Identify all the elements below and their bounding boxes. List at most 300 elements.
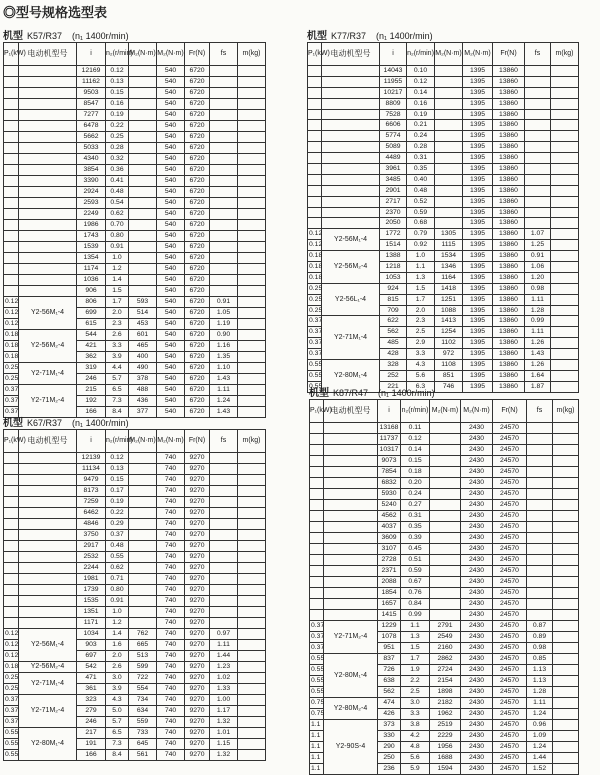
max-torque-cell: 1395 bbox=[463, 305, 493, 316]
max-torque-cell: 1395 bbox=[463, 240, 493, 251]
table-row bbox=[4, 66, 266, 77]
mass-cell bbox=[553, 687, 579, 698]
radial-load-cell: 6720 bbox=[185, 231, 210, 242]
output-speed-cell: 0.80 bbox=[106, 585, 129, 596]
radial-load-cell: 24570 bbox=[493, 643, 527, 654]
ratio-cell: 1535 bbox=[77, 596, 106, 607]
mass-cell bbox=[553, 764, 579, 775]
power-cell bbox=[4, 209, 19, 220]
ratio-cell: 2088 bbox=[378, 577, 401, 588]
service-factor-cell: 1.11 bbox=[525, 327, 551, 338]
power-cell bbox=[308, 66, 322, 77]
radial-load-cell: 6720 bbox=[185, 253, 210, 264]
motor-model-cell bbox=[19, 99, 77, 110]
service-factor-cell bbox=[525, 164, 551, 175]
table-row bbox=[310, 478, 579, 489]
motor-model-cell bbox=[322, 153, 380, 164]
power-cell: 1.1 bbox=[310, 753, 324, 764]
mass-cell bbox=[551, 131, 579, 142]
max-torque-cell: 540 bbox=[157, 363, 185, 374]
service-factor-cell bbox=[210, 77, 238, 88]
torque-cell bbox=[430, 610, 461, 621]
service-factor-cell: 1.52 bbox=[527, 764, 553, 775]
table-row bbox=[310, 698, 579, 709]
motor-model-cell bbox=[324, 478, 378, 489]
service-factor-cell bbox=[525, 120, 551, 131]
service-factor-cell: 1.11 bbox=[210, 385, 238, 396]
motor-model-cell bbox=[322, 185, 380, 196]
output-speed-cell: 0.25 bbox=[106, 132, 129, 143]
column-header: n₂(r/min) bbox=[106, 430, 129, 453]
output-speed-cell: 1.4 bbox=[106, 275, 129, 286]
table-row bbox=[4, 297, 266, 308]
service-factor-cell bbox=[525, 185, 551, 196]
mass-cell bbox=[238, 596, 266, 607]
torque-cell: 1164 bbox=[435, 272, 463, 283]
max-torque-cell: 2430 bbox=[461, 544, 493, 555]
table-row bbox=[308, 251, 579, 262]
table-k77-r37 bbox=[307, 30, 597, 393]
ratio-cell: 328 bbox=[380, 360, 407, 371]
torque-cell: 1115 bbox=[435, 240, 463, 251]
power-cell bbox=[4, 486, 19, 497]
torque-cell: 561 bbox=[129, 750, 157, 761]
ratio-cell: 2593 bbox=[77, 198, 106, 209]
motor-model-cell bbox=[19, 242, 77, 253]
service-factor-cell bbox=[210, 552, 238, 563]
table-row bbox=[4, 264, 266, 275]
service-factor-cell bbox=[527, 456, 553, 467]
table-title-label: 机型 bbox=[3, 418, 23, 429]
service-factor-cell bbox=[210, 497, 238, 508]
mass-cell bbox=[238, 563, 266, 574]
mass-cell bbox=[551, 142, 579, 153]
max-torque-cell: 2430 bbox=[461, 698, 493, 709]
max-torque-cell: 1395 bbox=[463, 142, 493, 153]
max-torque-cell: 2430 bbox=[461, 610, 493, 621]
output-speed-cell: 2.5 bbox=[401, 687, 430, 698]
radial-load-cell: 6720 bbox=[185, 99, 210, 110]
output-speed-cell: 0.48 bbox=[106, 541, 129, 552]
power-cell bbox=[310, 500, 324, 511]
max-torque-cell: 740 bbox=[157, 486, 185, 497]
max-torque-cell: 540 bbox=[157, 176, 185, 187]
output-speed-cell: 0.70 bbox=[106, 220, 129, 231]
mass-cell bbox=[238, 486, 266, 497]
table-title-label: 机型 bbox=[309, 388, 329, 399]
ratio-cell: 361 bbox=[77, 684, 106, 695]
radial-load-cell: 6720 bbox=[185, 187, 210, 198]
motor-model-cell bbox=[19, 286, 77, 297]
max-torque-cell: 540 bbox=[157, 110, 185, 121]
torque-cell bbox=[435, 66, 463, 77]
max-torque-cell: 1395 bbox=[463, 207, 493, 218]
service-factor-cell: 1.15 bbox=[210, 739, 238, 750]
mass-cell bbox=[238, 662, 266, 673]
max-torque-cell: 540 bbox=[157, 308, 185, 319]
ratio-cell: 544 bbox=[77, 330, 106, 341]
service-factor-cell bbox=[525, 174, 551, 185]
mass-cell bbox=[551, 262, 579, 273]
table-row bbox=[310, 588, 579, 599]
mass-cell bbox=[551, 153, 579, 164]
service-factor-cell bbox=[210, 154, 238, 165]
service-factor-cell: 1.87 bbox=[525, 381, 551, 392]
motor-model-cell: Y2-90S-4 bbox=[324, 720, 378, 775]
ratio-cell: 221 bbox=[380, 381, 407, 392]
power-cell: 0.18 bbox=[308, 272, 322, 283]
table-row bbox=[308, 218, 579, 229]
motor-model-cell bbox=[19, 154, 77, 165]
service-factor-cell bbox=[210, 143, 238, 154]
table-row bbox=[4, 695, 266, 706]
column-header: m(kg) bbox=[238, 43, 266, 66]
service-factor-cell bbox=[210, 99, 238, 110]
power-cell: 0.25 bbox=[308, 305, 322, 316]
service-factor-cell bbox=[210, 275, 238, 286]
service-factor-cell: 1.19 bbox=[210, 319, 238, 330]
table-row bbox=[310, 555, 579, 566]
mass-cell bbox=[551, 251, 579, 262]
max-torque-cell: 2430 bbox=[461, 522, 493, 533]
ratio-cell: 837 bbox=[378, 654, 401, 665]
ratio-cell: 1854 bbox=[378, 588, 401, 599]
radial-load-cell: 24570 bbox=[493, 456, 527, 467]
ratio-cell: 4846 bbox=[77, 519, 106, 530]
ratio-cell: 5240 bbox=[378, 500, 401, 511]
motor-model-cell bbox=[324, 434, 378, 445]
torque-cell: 488 bbox=[129, 385, 157, 396]
radial-load-cell: 13860 bbox=[493, 240, 525, 251]
max-torque-cell: 740 bbox=[157, 750, 185, 761]
mass-cell bbox=[238, 530, 266, 541]
max-torque-cell: 740 bbox=[157, 618, 185, 629]
mass-cell bbox=[238, 728, 266, 739]
torque-cell: 733 bbox=[129, 728, 157, 739]
column-header: M₂(N·m) bbox=[129, 430, 157, 453]
power-cell bbox=[4, 453, 19, 464]
service-factor-cell bbox=[527, 500, 553, 511]
motor-model-cell bbox=[322, 142, 380, 153]
motor-model-cell bbox=[19, 508, 77, 519]
mass-cell bbox=[238, 684, 266, 695]
table-row bbox=[310, 434, 579, 445]
motor-model-cell bbox=[322, 87, 380, 98]
power-cell bbox=[4, 519, 19, 530]
mass-cell bbox=[553, 478, 579, 489]
power-cell: 0.18 bbox=[4, 341, 19, 352]
power-cell: 0.25 bbox=[4, 673, 19, 684]
power-cell bbox=[310, 456, 324, 467]
header-row bbox=[4, 430, 266, 453]
power-cell bbox=[4, 154, 19, 165]
table-model: K77/R37 bbox=[331, 31, 367, 41]
motor-model-cell bbox=[324, 489, 378, 500]
motor-model-cell: Y2-71M₂-4 bbox=[19, 385, 77, 418]
service-factor-cell: 1.02 bbox=[210, 673, 238, 684]
torque-cell bbox=[129, 154, 157, 165]
motor-model-cell: Y2-56M₂-4 bbox=[19, 662, 77, 673]
motor-model-cell bbox=[19, 275, 77, 286]
column-header: m(kg) bbox=[238, 430, 266, 453]
power-cell bbox=[4, 264, 19, 275]
max-torque-cell: 1395 bbox=[463, 196, 493, 207]
radial-load-cell: 9270 bbox=[185, 640, 210, 651]
ratio-cell: 1354 bbox=[77, 253, 106, 264]
torque-cell: 1108 bbox=[435, 360, 463, 371]
output-speed-cell: 2.0 bbox=[106, 651, 129, 662]
power-cell bbox=[4, 143, 19, 154]
radial-load-cell: 24570 bbox=[493, 731, 527, 742]
torque-cell bbox=[129, 574, 157, 585]
ratio-cell: 5662 bbox=[77, 132, 106, 143]
power-cell: 1.1 bbox=[310, 720, 324, 731]
output-speed-cell: 0.91 bbox=[106, 242, 129, 253]
service-factor-cell bbox=[210, 165, 238, 176]
service-factor-cell bbox=[527, 599, 553, 610]
ratio-cell: 2371 bbox=[378, 566, 401, 577]
motor-model-cell bbox=[19, 209, 77, 220]
mass-cell bbox=[551, 272, 579, 283]
ratio-cell: 951 bbox=[378, 643, 401, 654]
max-torque-cell: 2430 bbox=[461, 709, 493, 720]
service-factor-cell: 0.96 bbox=[527, 720, 553, 731]
radial-load-cell: 9270 bbox=[185, 574, 210, 585]
power-cell: 0.25 bbox=[308, 294, 322, 305]
torque-cell bbox=[129, 286, 157, 297]
motor-model-cell bbox=[324, 423, 378, 434]
max-torque-cell: 740 bbox=[157, 508, 185, 519]
max-torque-cell: 540 bbox=[157, 286, 185, 297]
power-cell: 0.55 bbox=[4, 728, 19, 739]
radial-load-cell: 13860 bbox=[493, 76, 525, 87]
torque-cell: 734 bbox=[129, 695, 157, 706]
max-torque-cell: 1395 bbox=[463, 262, 493, 273]
output-speed-cell: 0.40 bbox=[407, 174, 435, 185]
power-cell bbox=[310, 434, 324, 445]
table-row bbox=[310, 533, 579, 544]
ratio-cell: 9503 bbox=[77, 88, 106, 99]
torque-cell bbox=[430, 599, 461, 610]
radial-load-cell: 6720 bbox=[185, 88, 210, 99]
output-speed-cell: 4.3 bbox=[407, 360, 435, 371]
radial-load-cell: 13860 bbox=[493, 338, 525, 349]
torque-cell: 453 bbox=[129, 319, 157, 330]
table-row bbox=[308, 87, 579, 98]
mass-cell bbox=[238, 363, 266, 374]
torque-cell bbox=[435, 131, 463, 142]
radial-load-cell: 6720 bbox=[185, 363, 210, 374]
column-header: fs bbox=[210, 430, 238, 453]
torque-cell bbox=[435, 164, 463, 175]
max-torque-cell: 2430 bbox=[461, 467, 493, 478]
motor-model-cell bbox=[19, 563, 77, 574]
output-speed-cell: 4.4 bbox=[106, 363, 129, 374]
service-factor-cell bbox=[527, 577, 553, 588]
output-speed-cell: 4.8 bbox=[401, 742, 430, 753]
service-factor-cell: 1.32 bbox=[210, 750, 238, 761]
ratio-cell: 14043 bbox=[380, 66, 407, 77]
max-torque-cell: 540 bbox=[157, 253, 185, 264]
ratio-cell: 166 bbox=[77, 407, 106, 418]
radial-load-cell: 6720 bbox=[185, 77, 210, 88]
max-torque-cell: 740 bbox=[157, 475, 185, 486]
output-speed-cell: 5.0 bbox=[106, 706, 129, 717]
max-torque-cell: 540 bbox=[157, 352, 185, 363]
table-row bbox=[4, 110, 266, 121]
motor-model-cell bbox=[19, 143, 77, 154]
service-factor-cell bbox=[527, 511, 553, 522]
mass-cell bbox=[553, 445, 579, 456]
radial-load-cell: 13860 bbox=[493, 262, 525, 273]
power-cell: 0.37 bbox=[308, 316, 322, 327]
column-header: i bbox=[378, 400, 401, 423]
mass-cell bbox=[238, 154, 266, 165]
mass-cell bbox=[551, 240, 579, 251]
power-cell bbox=[310, 599, 324, 610]
max-torque-cell: 540 bbox=[157, 341, 185, 352]
mass-cell bbox=[553, 676, 579, 687]
power-cell bbox=[4, 475, 19, 486]
torque-cell: 2182 bbox=[430, 698, 461, 709]
column-header: Fr(N) bbox=[185, 430, 210, 453]
mass-cell bbox=[553, 555, 579, 566]
output-speed-cell: 1.5 bbox=[407, 283, 435, 294]
table-row bbox=[4, 629, 266, 640]
service-factor-cell bbox=[210, 574, 238, 585]
radial-load-cell: 24570 bbox=[493, 434, 527, 445]
ratio-cell: 217 bbox=[77, 728, 106, 739]
radial-load-cell: 6720 bbox=[185, 330, 210, 341]
service-factor-cell: 1.28 bbox=[525, 305, 551, 316]
max-torque-cell: 2430 bbox=[461, 676, 493, 687]
power-cell bbox=[308, 87, 322, 98]
mass-cell bbox=[238, 231, 266, 242]
service-factor-cell bbox=[210, 508, 238, 519]
ratio-cell: 2917 bbox=[77, 541, 106, 552]
torque-cell bbox=[430, 500, 461, 511]
ratio-cell: 11737 bbox=[378, 434, 401, 445]
radial-load-cell: 24570 bbox=[493, 621, 527, 632]
mass-cell bbox=[238, 385, 266, 396]
mass-cell bbox=[553, 511, 579, 522]
output-speed-cell: 0.13 bbox=[106, 464, 129, 475]
ratio-cell: 3750 bbox=[77, 530, 106, 541]
mass-cell bbox=[551, 338, 579, 349]
radial-load-cell: 24570 bbox=[493, 533, 527, 544]
table-row bbox=[4, 187, 266, 198]
radial-load-cell: 6720 bbox=[185, 319, 210, 330]
mass-cell bbox=[238, 187, 266, 198]
radial-load-cell: 13860 bbox=[493, 327, 525, 338]
motor-model-cell: Y2-80M₁-4 bbox=[322, 360, 380, 393]
output-speed-cell: 0.35 bbox=[401, 522, 430, 533]
service-factor-cell bbox=[525, 98, 551, 109]
torque-cell: 2160 bbox=[430, 643, 461, 654]
mass-cell bbox=[238, 739, 266, 750]
ratio-cell: 2717 bbox=[380, 196, 407, 207]
output-speed-cell: 0.16 bbox=[106, 99, 129, 110]
service-factor-cell bbox=[527, 423, 553, 434]
max-torque-cell: 540 bbox=[157, 231, 185, 242]
ratio-cell: 562 bbox=[378, 687, 401, 698]
power-cell bbox=[310, 577, 324, 588]
service-factor-cell bbox=[525, 142, 551, 153]
max-torque-cell: 740 bbox=[157, 519, 185, 530]
output-speed-cell: 0.91 bbox=[106, 596, 129, 607]
motor-model-cell bbox=[322, 207, 380, 218]
mass-cell bbox=[553, 665, 579, 676]
table-row bbox=[4, 209, 266, 220]
ratio-cell: 5089 bbox=[380, 142, 407, 153]
mass-cell bbox=[238, 695, 266, 706]
max-torque-cell: 540 bbox=[157, 264, 185, 275]
output-speed-cell: 0.68 bbox=[407, 218, 435, 229]
service-factor-cell: 1.11 bbox=[525, 294, 551, 305]
service-factor-cell bbox=[525, 218, 551, 229]
table-row bbox=[4, 231, 266, 242]
radial-load-cell: 24570 bbox=[493, 632, 527, 643]
max-torque-cell: 740 bbox=[157, 684, 185, 695]
radial-load-cell: 9270 bbox=[185, 453, 210, 464]
radial-load-cell: 6720 bbox=[185, 352, 210, 363]
radial-load-cell: 9270 bbox=[185, 651, 210, 662]
service-factor-cell: 1.25 bbox=[525, 240, 551, 251]
column-header: Fr(N) bbox=[493, 43, 525, 66]
power-cell: 0.55 bbox=[308, 360, 322, 371]
torque-cell bbox=[129, 607, 157, 618]
table-row bbox=[310, 577, 579, 588]
table-row bbox=[310, 654, 579, 665]
table-row bbox=[4, 275, 266, 286]
max-torque-cell: 740 bbox=[157, 728, 185, 739]
power-cell: 0.18 bbox=[4, 662, 19, 673]
table-row bbox=[4, 563, 266, 574]
motor-model-cell bbox=[19, 264, 77, 275]
service-factor-cell bbox=[525, 87, 551, 98]
table-speed-note: (n₁ 1400r/min) bbox=[376, 31, 433, 41]
column-header: m(kg) bbox=[553, 400, 579, 423]
ratio-cell: 373 bbox=[378, 720, 401, 731]
table-row bbox=[310, 445, 579, 456]
power-cell bbox=[4, 607, 19, 618]
torque-cell bbox=[129, 563, 157, 574]
output-speed-cell: 3.0 bbox=[401, 698, 430, 709]
table-row bbox=[4, 541, 266, 552]
output-speed-cell: 0.62 bbox=[106, 209, 129, 220]
power-cell bbox=[308, 98, 322, 109]
mass-cell bbox=[553, 434, 579, 445]
torque-cell bbox=[129, 497, 157, 508]
column-header: P₁(kW) bbox=[4, 43, 19, 66]
torque-cell: 1418 bbox=[435, 283, 463, 294]
radial-load-cell: 24570 bbox=[493, 599, 527, 610]
max-torque-cell: 740 bbox=[157, 651, 185, 662]
ratio-cell: 1772 bbox=[380, 229, 407, 240]
radial-load-cell: 9270 bbox=[185, 530, 210, 541]
radial-load-cell: 9270 bbox=[185, 717, 210, 728]
mass-cell bbox=[238, 352, 266, 363]
torque-cell bbox=[435, 174, 463, 185]
max-torque-cell: 2430 bbox=[461, 500, 493, 511]
service-factor-cell bbox=[210, 176, 238, 187]
motor-model-cell bbox=[19, 132, 77, 143]
max-torque-cell: 1395 bbox=[463, 87, 493, 98]
table-row bbox=[4, 99, 266, 110]
ratio-cell: 709 bbox=[380, 305, 407, 316]
spec-table bbox=[309, 399, 579, 775]
output-speed-cell: 7.3 bbox=[106, 739, 129, 750]
